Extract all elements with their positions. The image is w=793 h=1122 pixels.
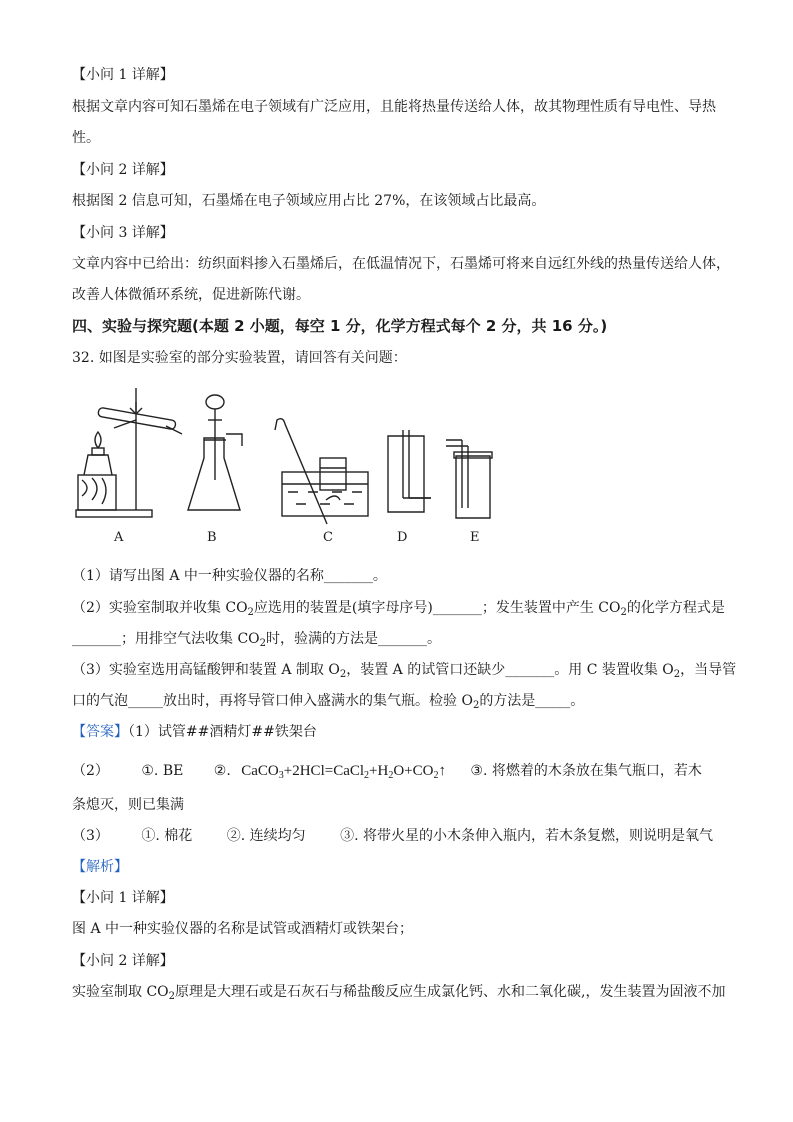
q1-detail-label: 【小问 1 详解】: [72, 67, 174, 83]
apparatus-e-gas-jar: [446, 440, 492, 518]
figure-label-c: C: [323, 530, 333, 545]
q32-part1: （1）请写出图 A 中一种实验仪器的名称_______。: [72, 568, 387, 584]
q3-detail-text-cont: 改善人体微循环系统，促进新陈代谢。: [72, 287, 310, 303]
q3-detail-label: 【小问 3 详解】: [72, 225, 174, 241]
analysis-tag: 【解析】: [72, 859, 128, 875]
figure-label-e: E: [470, 530, 480, 545]
answer-tag: 【答案】: [72, 724, 128, 740]
q2-detail-label: 【小问 2 详解】: [72, 162, 174, 178]
answer-line1: 【答案】（1）试管##酒精灯##铁架台: [72, 724, 317, 740]
apparatus-c-trough: [275, 419, 368, 524]
q32-part2-line2: _______；用排空气法收集 $CO_2$时，验满的方法是_______。: [72, 631, 442, 649]
figure-label-b: B: [207, 530, 217, 545]
analysis-q2-label: 【小问 2 详解】: [72, 953, 174, 969]
chemical-equation: $CaCO_3+2HCl=CaCl_2+H_2O+CO_2↑$: [241, 763, 446, 781]
answer-line3: （3） ①. 棉花 ②. 连续均匀 ③. 将带火星的小木条伸入瓶内，若木条复燃，则说明是氧气: [72, 828, 713, 844]
q32-stem: 32. 如图是实验室的部分实验装置，请回答有关问题：: [72, 350, 407, 366]
q32-part2-line1: （2）实验室制取并收集 $CO_2$应选用的装置是(填字母序号)_______；发生装置中产生 $CO_2$的化学方程式是: [72, 600, 725, 618]
apparatus-d-gas-jar: [388, 430, 431, 512]
q32-part3-line1: （3）实验室选用高锰酸钾和装置 A 制取 $O_2$，装置 A 的试管口还缺少_______。用 C 装置收集 $O_2$，当导管: [72, 662, 737, 680]
apparatus-b-flask: [188, 395, 242, 510]
apparatus-figure: [70, 380, 510, 530]
figure-label-d: D: [397, 530, 408, 545]
analysis-q1-label: 【小问 1 详解】: [72, 890, 174, 906]
answer-line2-cont: 条熄灭，则已集满: [72, 797, 184, 813]
q2-detail-text: 根据图 2 信息可知，石墨烯在电子领域应用占比 27%，在该领域占比最高。: [72, 193, 546, 209]
q1-detail-text: 根据文章内容可知石墨烯在电子领域有广泛应用，且能将热量传送给人体，故其物理性质有导电性、导热: [72, 99, 716, 115]
analysis-q2-text: 实验室制取 $CO_2$原理是大理石或是石灰石与稀盐酸反应生成氯化钙、水和二氧化碳,，发生装置为固液不加: [72, 984, 726, 1002]
answer-line2: （2） ①. BE ②. $CaCO_3+2HCl=CaCl_2+H_2O+CO_2↑$ ③. 将燃着的木条放在集气瓶口，若木: [72, 763, 702, 781]
q32-part3-line2: 口的气泡_____放出时，再将导管口伸入盛满水的集气瓶。检验 $O_2$的方法是_____。: [72, 693, 585, 711]
q3-detail-text: 文章内容中已给出：纺织面料掺入石墨烯后，在低温情况下，石墨烯可将来自远红外线的热量传送给人体，: [72, 256, 730, 272]
q1-detail-text-cont: 性。: [72, 130, 100, 146]
analysis-q1-text: 图 A 中一种实验仪器的名称是试管或酒精灯或铁架台；: [72, 921, 414, 937]
figure-label-a: A: [114, 530, 124, 545]
section-4-heading: 四、实验与探究题(本题 2 小题，每空 1 分，化学方程式每个 2 分，共 16 分。): [72, 317, 608, 335]
apparatus-a-iron-stand: [76, 388, 182, 517]
